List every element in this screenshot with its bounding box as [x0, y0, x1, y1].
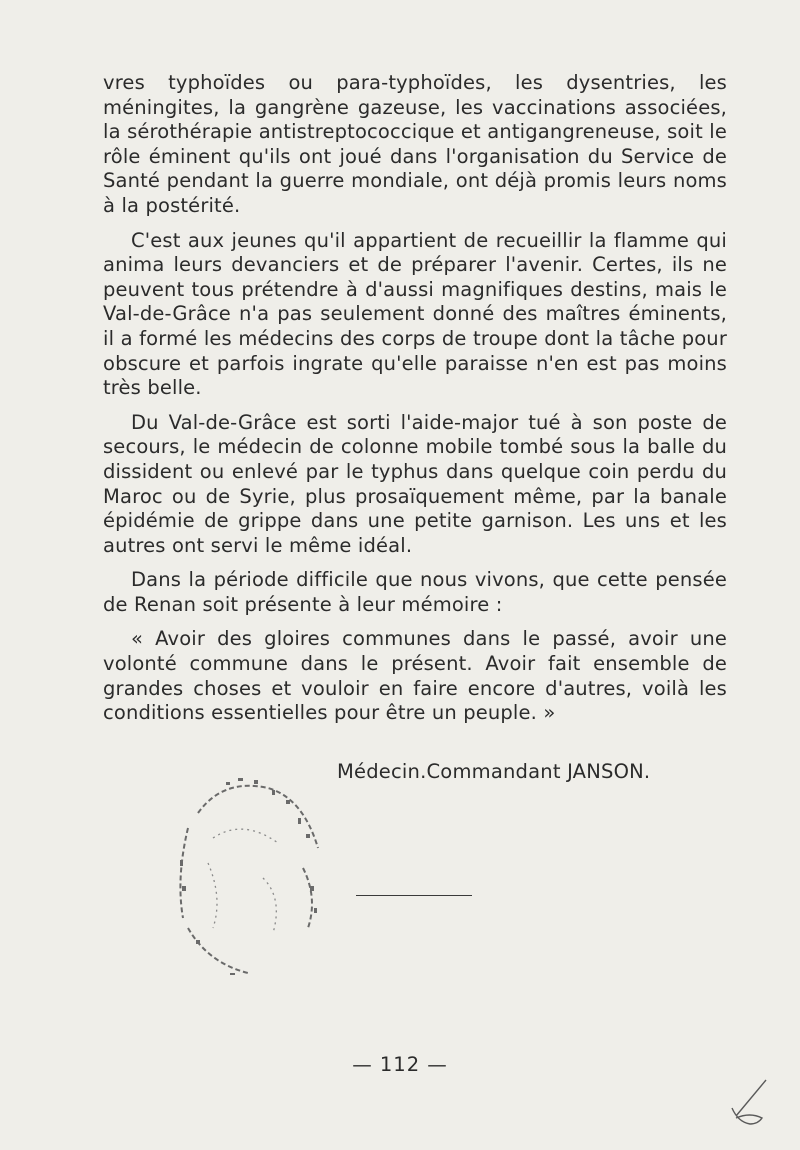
paragraph-2: C'est aux jeunes qu'il appartient de recueillir la flamme qui anima leurs devanciers et de préparer l'avenir. Certes, ils ne peuvent tous prétendre à d'aussi magnifiques destins, mais le Val-de-Grâce n'a pas seulement donné des maîtres éminents, il a formé les médecins des corps de troupe dont la tâche pour obscure et parfois ingrate qu'elle paraisse n'en est pas moins très belle.	[103, 228, 727, 400]
renan-quote: « Avoir des gloires communes dans le passé, avoir une volonté commune dans le présent. Avoir fait ensemble de grandes choses et vouloir en faire encore d'autres, voilà les conditions essentielles pour être un peuple. »	[103, 627, 727, 725]
circular-ink-stamp-icon	[168, 768, 338, 983]
signature-name: Médecin.Commandant JANSON.	[337, 760, 651, 783]
pencil-mark-icon	[728, 1078, 772, 1128]
paragraph-1: vres typhoïdes ou para-typhoïdes, les dysentries, les méningites, la gangrène gazeuse, les vaccinations associées, la sérothérapie antistreptococcique et antigangreneuse, soit le rôle éminent qu'ils ont joué dans l'organisation du Service de Santé pendant la guerre mondiale, ont déjà promis leurs noms à la postérité.	[103, 71, 727, 217]
paragraph-3: Du Val-de-Grâce est sorti l'aide-major tué à son poste de secours, le médecin de colonne mobile tombé sous la balle du dissident ou enlevé par le typhus dans quelque coin perdu du Maroc ou de Syrie, plus prosaïquement même, par la banale épidémie de grippe dans une petite garnison. Les uns et les autres ont servi le même idéal.	[103, 410, 727, 557]
page-number: — 112 —	[352, 1053, 448, 1076]
paragraph-4: Dans la période difficile que nous vivons, que cette pensée de Renan soit présente à leur mémoire :	[103, 568, 727, 616]
signature-line	[356, 895, 472, 896]
body-text	[103, 71, 727, 736]
